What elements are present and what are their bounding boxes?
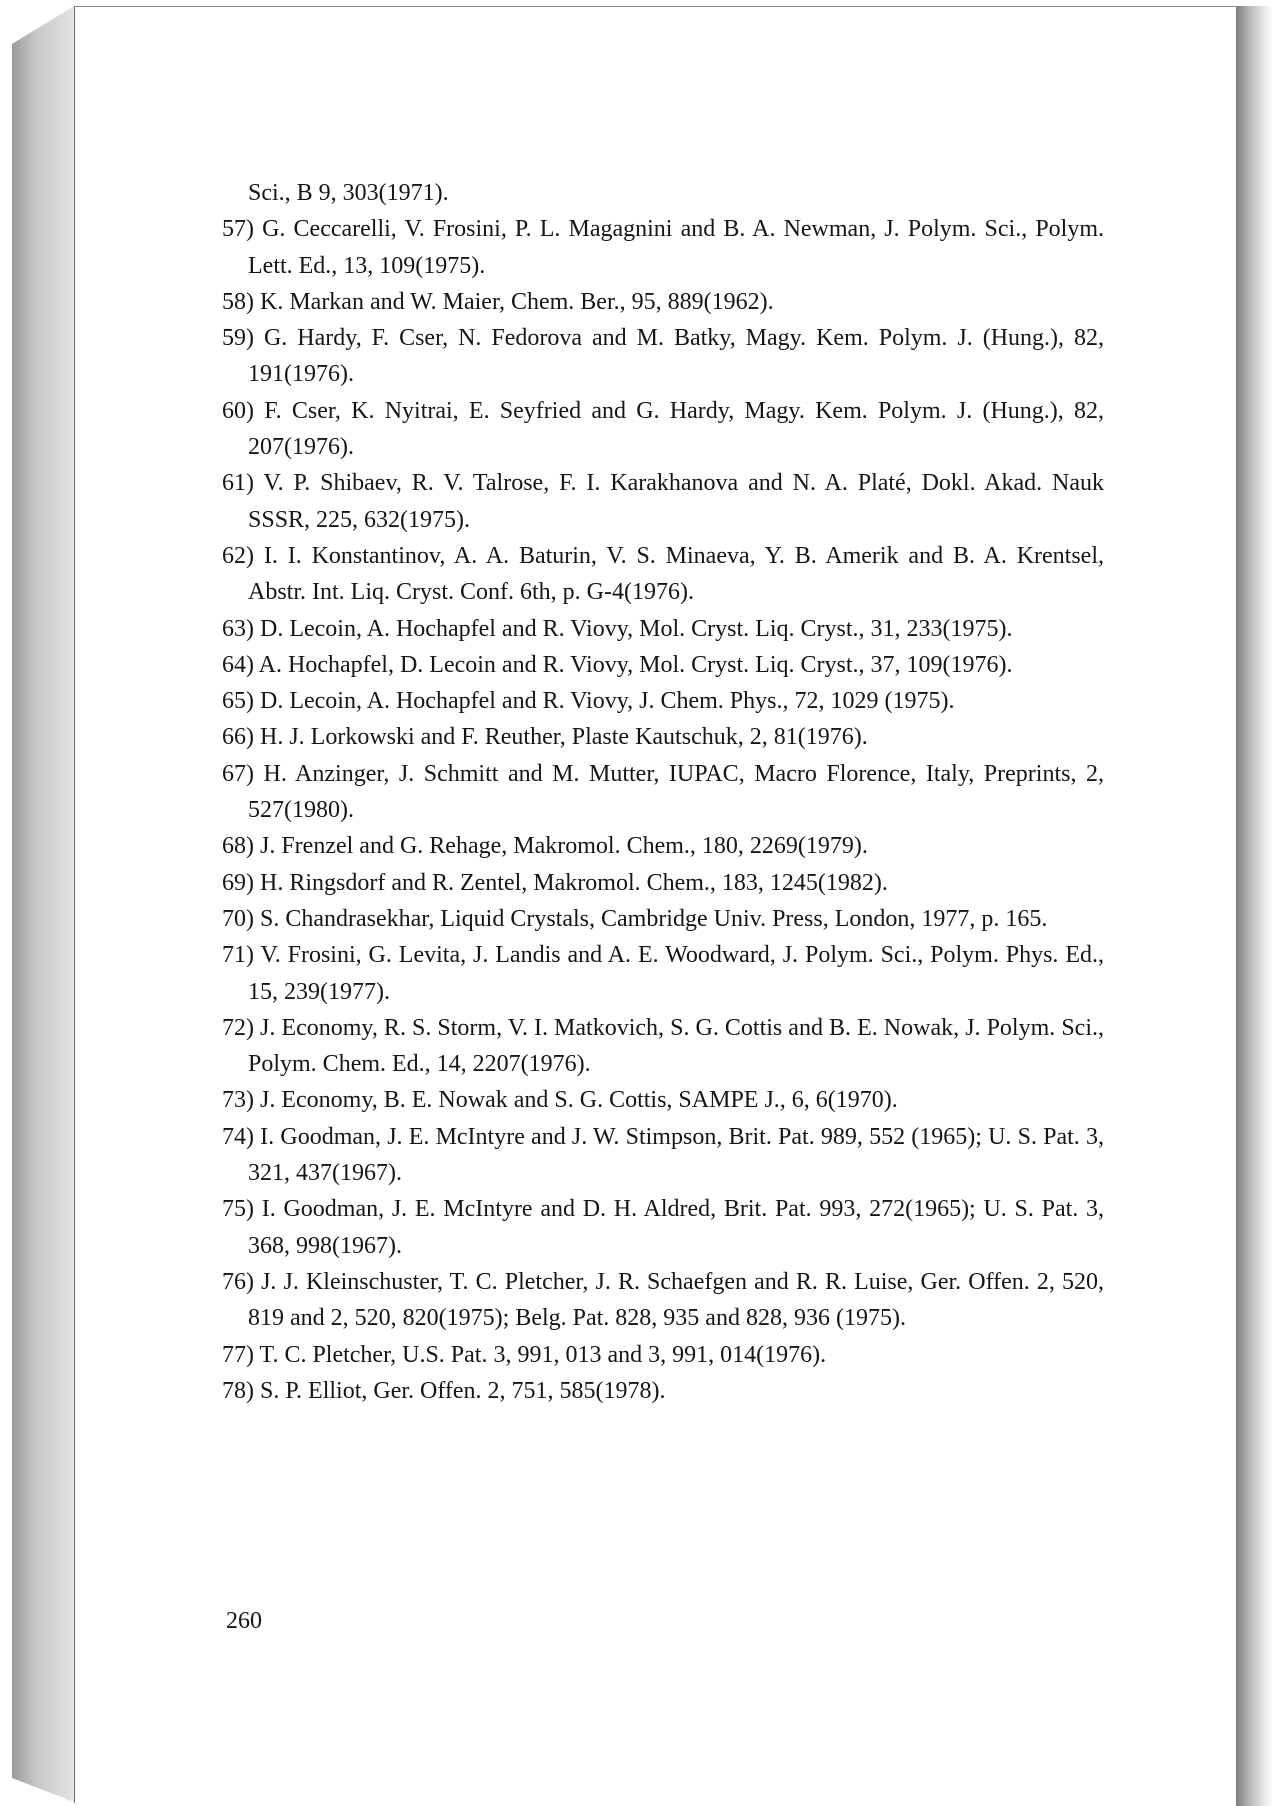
reference-continuation: Sci., B 9, 303(1971). <box>248 180 449 206</box>
reference-68: 68) J. Frenzel and G. Rehage, Makromol. Chem., 180, 2269(1979). <box>222 833 868 860</box>
book-spine <box>12 6 74 1802</box>
reference-76: 76) J. J. Kleinschuster, T. C. Pletcher, J. R. Schaefgen and R. R. Luise, Ger. Offen. 2, 520, 819 and 2, 520, 820(1975); Belg. Pat. 828, 935 and 828, 936 (1975). <box>222 1268 1104 1332</box>
reference-69: 69) H. Ringsdorf and R. Zentel, Makromol. Chem., 183, 1245(1982). <box>222 869 888 896</box>
reference-71: 71) V. Frosini, G. Levita, J. Landis and A. E. Woodward, J. Polym. Sci., Polym. Phys. Ed., 15, 239(1977). <box>222 942 1104 1005</box>
reference-77: 77) T. C. Pletcher, U.S. Pat. 3, 991, 013 and 3, 991, 014(1976). <box>222 1341 827 1368</box>
reference-66: 66) H. J. Lorkowski and F. Reuther, Plaste Kautschuk, 2, 81(1976). <box>222 724 868 751</box>
reference-75: 75) I. Goodman, J. E. McIntyre and D. H. Aldred, Brit. Pat. 993, 272(1965); U. S. Pat. 3, 368, 998(1967). <box>222 1196 1104 1259</box>
reference-62: 62) I. I. Konstantinov, A. A. Baturin, V. S. Minaeva, Y. B. Amerik and B. A. Krentsel, Abstr. Int. Liq. Cryst. Conf. 6th, p. G-4(1976). <box>222 542 1104 606</box>
reference-63: 63) D. Lecoin, A. Hochapfel and R. Viovy, Mol. Cryst. Liq. Cryst., 31, 233(1975). <box>222 615 1013 642</box>
reference-57: 57) G. Ceccarelli, V. Frosini, P. L. Magagnini and B. A. Newman, J. Polym. Sci., Polym. Lett. Ed., 13, 109(1975). <box>222 216 1104 279</box>
reference-list <box>222 175 1104 1409</box>
reference-60: 60) F. Cser, K. Nyitrai, E. Seyfried and G. Hardy, Magy. Kem. Polym. J. (Hung.), 82, 207(1976). <box>222 397 1104 461</box>
reference-65: 65) D. Lecoin, A. Hochapfel and R. Viovy, J. Chem. Phys., 72, 1029 (1975). <box>222 688 955 715</box>
reference-74: 74) I. Goodman, J. E. McIntyre and J. W. Stimpson, Brit. Pat. 989, 552 (1965); U. S. Pat. 3, 321, 437(1967). <box>222 1123 1104 1187</box>
reference-67: 67) H. Anzinger, J. Schmitt and M. Mutter, IUPAC, Macro Florence, Italy, Preprints, 2, 527(1980). <box>222 760 1104 824</box>
page-number: 260 <box>226 1608 262 1634</box>
reference-58: 58) K. Markan and W. Maier, Chem. Ber., 95, 889(1962). <box>222 288 774 315</box>
reference-73: 73) J. Economy, B. E. Nowak and S. G. Cottis, SAMPE J., 6, 6(1970). <box>222 1087 898 1114</box>
reference-78: 78) S. P. Elliot, Ger. Offen. 2, 751, 585(1978). <box>222 1377 666 1404</box>
reference-59: 59) G. Hardy, F. Cser, N. Fedorova and M. Batky, Magy. Kem. Polym. J. (Hung.), 82, 191(1976). <box>222 325 1104 388</box>
reference-72: 72) J. Economy, R. S. Storm, V. I. Matkovich, S. G. Cottis and B. E. Nowak, J. Polym. Sci., Polym. Chem. Ed., 14, 2207(1976). <box>222 1014 1104 1078</box>
reference-61: 61) V. P. Shibaev, R. V. Talrose, F. I. Karakhanova and N. A. Platé, Dokl. Akad. Nauk SSSR, 225, 632(1975). <box>222 470 1104 533</box>
page-edge-shadow <box>1236 6 1273 1806</box>
reference-70: 70) S. Chandrasekhar, Liquid Crystals, Cambridge Univ. Press, London, 1977, p. 165. <box>222 905 1048 932</box>
reference-64: 64) A. Hochapfel, D. Lecoin and R. Viovy, Mol. Cryst. Liq. Cryst., 37, 109(1976). <box>222 651 1013 678</box>
